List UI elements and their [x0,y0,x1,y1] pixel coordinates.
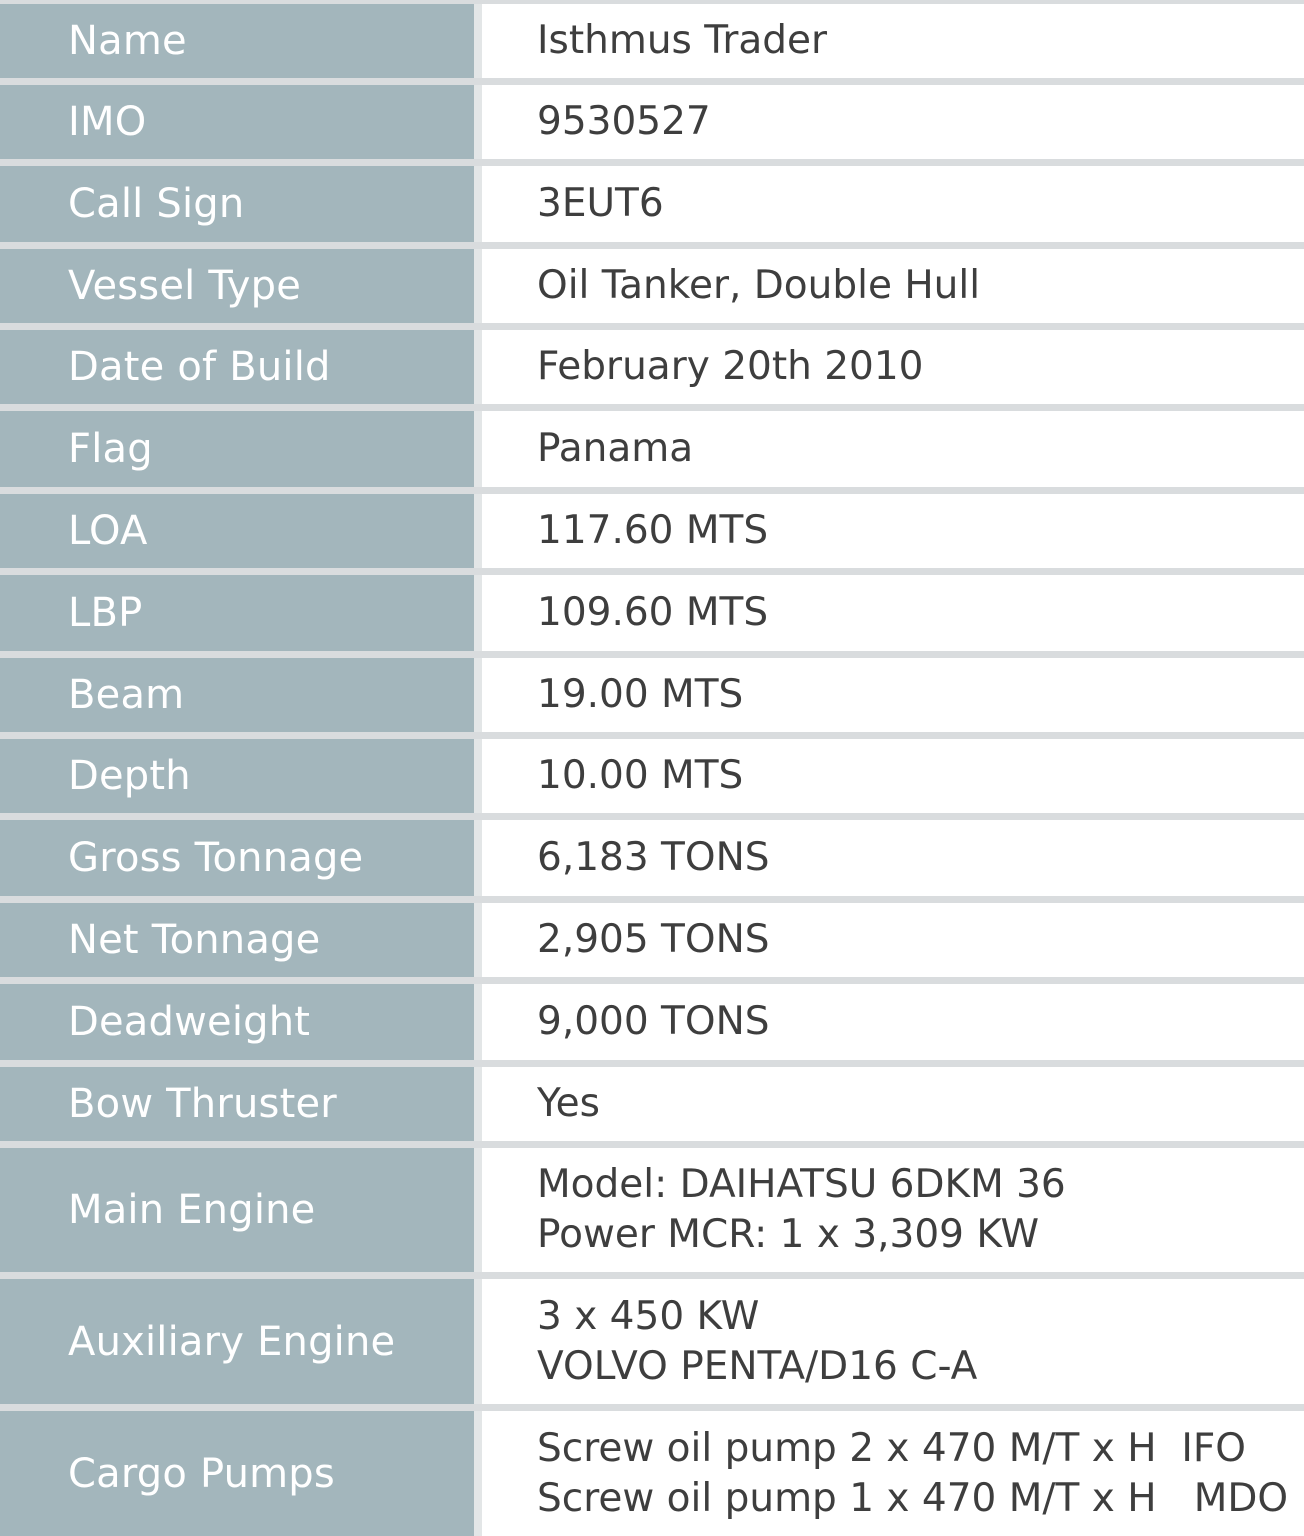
spec-row-lbp [0,575,1304,651]
spec-label: Bow Thruster [0,1067,474,1141]
spec-row-vessel-type [0,249,1304,323]
spec-row-gross-tonnage [0,820,1304,896]
spec-label: Depth [0,739,474,813]
spec-label: Beam [0,658,474,732]
spec-row-imo [0,85,1304,159]
spec-row-call-sign [0,166,1304,242]
spec-value: 9530527 [482,85,1304,159]
spec-label: Vessel Type [0,249,474,323]
spec-row-beam [0,658,1304,732]
spec-row-net-tonnage [0,903,1304,977]
spec-value: Isthmus Trader [482,4,1304,78]
spec-label: Call Sign [0,166,474,242]
spec-label: Net Tonnage [0,903,474,977]
spec-row-cargo-pumps [0,1411,1304,1536]
spec-label: Auxiliary Engine [0,1279,474,1404]
spec-value: Yes [482,1067,1304,1141]
spec-label: Cargo Pumps [0,1411,474,1536]
spec-label: Deadweight [0,984,474,1060]
spec-label: IMO [0,85,474,159]
spec-label: Main Engine [0,1148,474,1272]
spec-label: Date of Build [0,330,474,404]
spec-row-depth [0,739,1304,813]
spec-value: 9,000 TONS [482,984,1304,1060]
spec-value: February 20th 2010 [482,330,1304,404]
spec-row-deadweight [0,984,1304,1060]
spec-value: 10.00 MTS [482,739,1304,813]
spec-row-date-of-build [0,330,1304,404]
spec-value: 19.00 MTS [482,658,1304,732]
spec-row-name [0,4,1304,78]
spec-row-loa [0,494,1304,568]
spec-value: Panama [482,411,1304,487]
spec-value: 117.60 MTS [482,494,1304,568]
spec-label: LOA [0,494,474,568]
spec-label: Gross Tonnage [0,820,474,896]
spec-value: 2,905 TONS [482,903,1304,977]
spec-value: 109.60 MTS [482,575,1304,651]
spec-label: Name [0,4,474,78]
spec-label: LBP [0,575,474,651]
spec-value: 3 x 450 KW VOLVO PENTA/D16 C-A [482,1279,1304,1404]
spec-value: 3EUT6 [482,166,1304,242]
spec-value: Screw oil pump 2 x 470 M/T x H IFO Screw oil pump 1 x 470 M/T x H MDO [482,1411,1304,1536]
spec-value: Model: DAIHATSU 6DKM 36 Power MCR: 1 x 3,309 KW [482,1148,1304,1272]
spec-row-main-engine [0,1148,1304,1272]
spec-row-flag [0,411,1304,487]
spec-label: Flag [0,411,474,487]
spec-value: Oil Tanker, Double Hull [482,249,1304,323]
spec-row-bow-thruster [0,1067,1304,1141]
spec-value: 6,183 TONS [482,820,1304,896]
spec-row-auxiliary-engine [0,1279,1304,1404]
